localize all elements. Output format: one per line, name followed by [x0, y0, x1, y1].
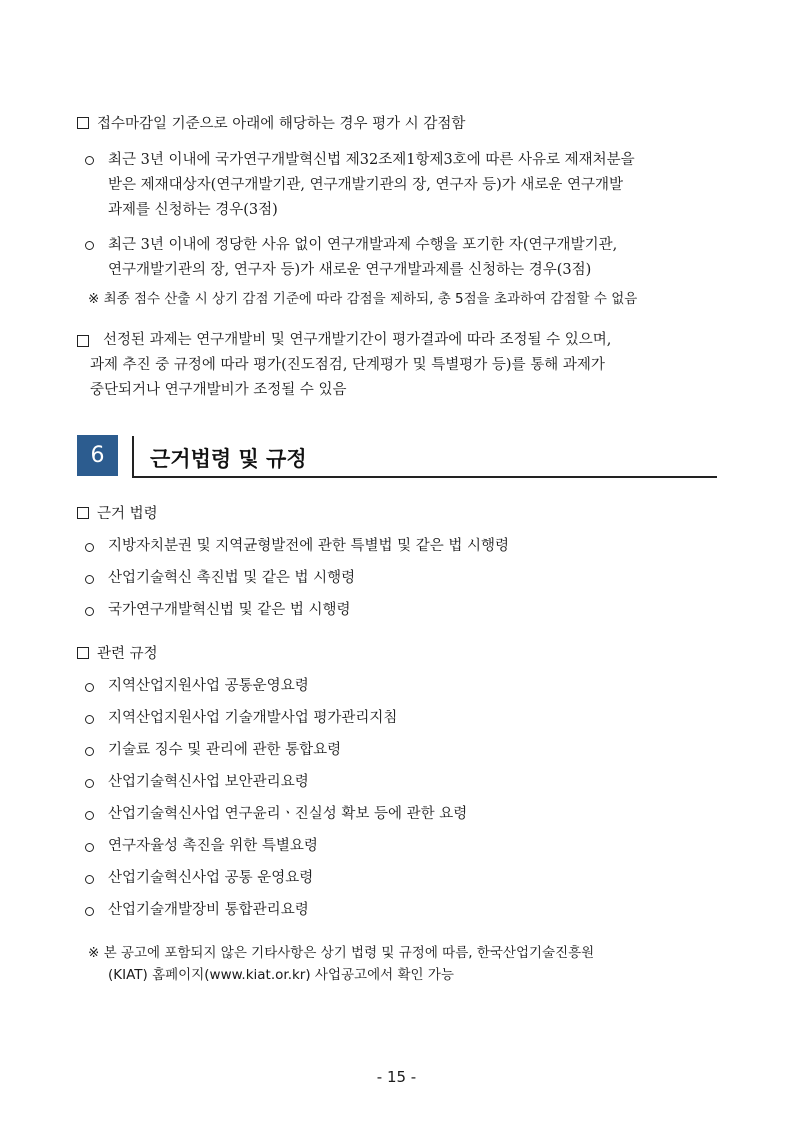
- circle-bullet-icon: [85, 241, 94, 250]
- deduction-item-2-line-2: 연구개발기관의 장, 연구자 등)가 새로운 연구개발과제를 신청하는 경우(3점): [108, 262, 592, 278]
- circle-bullet-icon: [85, 543, 94, 552]
- deduction-note: ※ 최종 점수 산출 시 상기 감점 기준에 따라 감점을 제하되, 총 5점을 초과하여 감점할 수 없음: [88, 291, 638, 307]
- section-number-badge: 6: [77, 435, 118, 476]
- list-item: 지역산업지원사업 기술개발사업 평가관리지침: [108, 710, 398, 726]
- list-item: 기술료 징수 및 관리에 관한 통합요령: [108, 742, 342, 758]
- adjustment-line-2: 과제 추진 중 규정에 따라 평가(진도점검, 단계평가 및 특별평가 등)를 통해 과제가: [90, 357, 605, 373]
- circle-bullet-icon: [85, 779, 94, 788]
- deduction-item-1-line-2: 받은 제재대상자(연구개발기관, 연구개발기관의 장, 연구자 등)가 새로운 연구개발: [108, 177, 624, 193]
- circle-bullet-icon: [85, 747, 94, 756]
- footer-note-line-1: ※ 본 공고에 포함되지 않은 기타사항은 상기 법령 및 규정에 따름, 한국산업기술진흥원: [88, 945, 595, 961]
- square-bullet-icon: [77, 507, 89, 519]
- circle-bullet-icon: [85, 607, 94, 616]
- section-underline: [132, 476, 717, 478]
- list-item: 산업기술개발장비 통합관리요령: [108, 902, 309, 918]
- deduction-item-1-line-3: 과제를 신청하는 경우(3점): [108, 202, 278, 218]
- circle-bullet-icon: [85, 715, 94, 724]
- circle-bullet-icon: [85, 811, 94, 820]
- list-item: 지방자치분권 및 지역균형발전에 관한 특별법 및 같은 법 시행령: [108, 538, 510, 554]
- list-item: 지역산업지원사업 공통운영요령: [108, 678, 309, 694]
- circle-bullet-icon: [85, 156, 94, 165]
- laws-heading: 근거 법령: [77, 503, 158, 525]
- page-number: - 15 -: [376, 1068, 417, 1086]
- circle-bullet-icon: [85, 843, 94, 852]
- square-bullet-icon: [77, 117, 89, 129]
- deduction-heading: 접수마감일 기준으로 아래에 해당하는 경우 평가 시 감점함: [77, 113, 465, 135]
- footer-note-line-2: (KIAT) 홈페이지(www.kiat.or.kr) 사업공고에서 확인 가능: [108, 967, 454, 983]
- list-item: 산업기술혁신사업 공통 운영요령: [108, 870, 314, 886]
- list-item: 연구자율성 촉진을 위한 특별요령: [108, 838, 318, 854]
- square-bullet-icon: [77, 647, 89, 659]
- section-divider: [132, 436, 134, 476]
- square-bullet-icon: [77, 335, 89, 347]
- deduction-item-2-line-1: 최근 3년 이내에 정당한 사유 없이 연구개발과제 수행을 포기한 자(연구개발기관,: [108, 237, 618, 253]
- rules-heading: 관련 규정: [77, 643, 158, 665]
- circle-bullet-icon: [85, 575, 94, 584]
- adjustment-line-3: 중단되거나 연구개발비가 조정될 수 있음: [90, 382, 347, 398]
- circle-bullet-icon: [85, 683, 94, 692]
- list-item: 국가연구개발혁신법 및 같은 법 시행령: [108, 602, 351, 618]
- circle-bullet-icon: [85, 907, 94, 916]
- deduction-item-1-line-1: 최근 3년 이내에 국가연구개발혁신법 제32조제1항제3호에 따른 사유로 제재처분을: [108, 152, 635, 168]
- circle-bullet-icon: [85, 875, 94, 884]
- list-item: 산업기술혁신 촉진법 및 같은 법 시행령: [108, 570, 356, 586]
- section-title: 근거법령 및 규정: [150, 447, 307, 471]
- list-item: 산업기술혁신사업 보안관리요령: [108, 774, 309, 790]
- adjustment-line-1: 선정된 과제는 연구개발비 및 연구개발기간이 평가결과에 따라 조정될 수 있으며,: [103, 332, 612, 348]
- list-item: 산업기술혁신사업 연구윤리ㆍ진실성 확보 등에 관한 요령: [108, 806, 468, 822]
